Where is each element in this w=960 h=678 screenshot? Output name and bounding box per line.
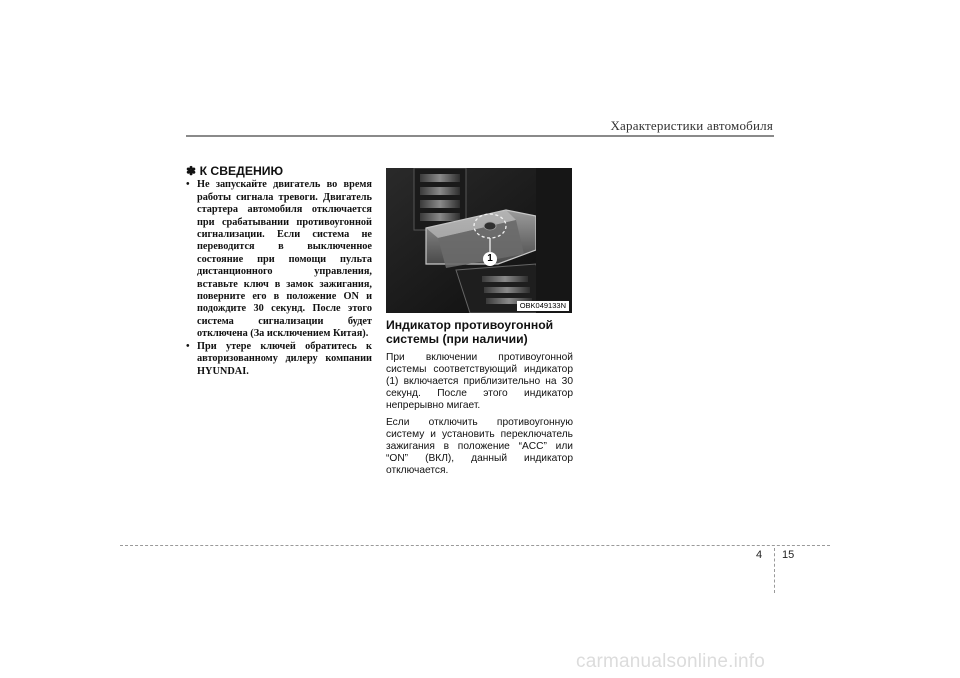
header-rule xyxy=(186,135,774,137)
section-title: Индикатор противоугонной системы (при наличии) xyxy=(386,318,554,346)
callout-marker: 1 xyxy=(483,252,497,266)
notice-item xyxy=(186,179,372,340)
bullet-icon: • xyxy=(186,340,190,352)
section-paragraph: При включении противоугонной системы соответствующий индикатор (1) включается приблизительно на 30 секунд. После этого индикатор непрерывно мигает. xyxy=(386,352,573,411)
notice-item-text: При утере ключей обратитесь к авторизованному дилеру компании HYUNDAI. xyxy=(197,340,372,377)
chapter-number: 4 xyxy=(756,549,763,561)
notice-heading: ✽ К СВЕДЕНИЮ xyxy=(186,164,284,178)
indicator-section xyxy=(386,318,573,482)
notice-item xyxy=(186,341,372,378)
dashboard-illustration xyxy=(386,168,572,313)
page-header-title: Характеристики автомобиля xyxy=(610,118,773,133)
notice-block xyxy=(186,165,372,378)
notice-item-text: Не запускайте двигатель во время работы сигнала тревоги. Двигатель стартера автомобиля отключается при срабатывании противоугонной сигнализации. Если система не переводится в выключенное состояние при помощи пульта дистанционного управления, вставьте ключ в замок зажигания, поверните его в положение ON и подождите 30 секунд. После этого система сигнализации будет отключена (За исключением Китая). xyxy=(197,179,372,340)
security-indicator-lamp xyxy=(484,222,496,230)
footer-rule xyxy=(120,545,830,546)
indicator-photo xyxy=(386,168,572,313)
figure-code: OBK049133N xyxy=(517,301,569,311)
page-number: 15 xyxy=(782,549,795,561)
page-divider xyxy=(774,548,775,593)
bullet-icon: • xyxy=(186,179,190,191)
section-paragraph: Если отключить противоугонную систему и установить переключатель зажигания в положение “ACC” или “ON” (ВКЛ), данный индикатор отключается. xyxy=(386,417,573,476)
watermark-text: carmanualsonline.info xyxy=(576,651,766,672)
